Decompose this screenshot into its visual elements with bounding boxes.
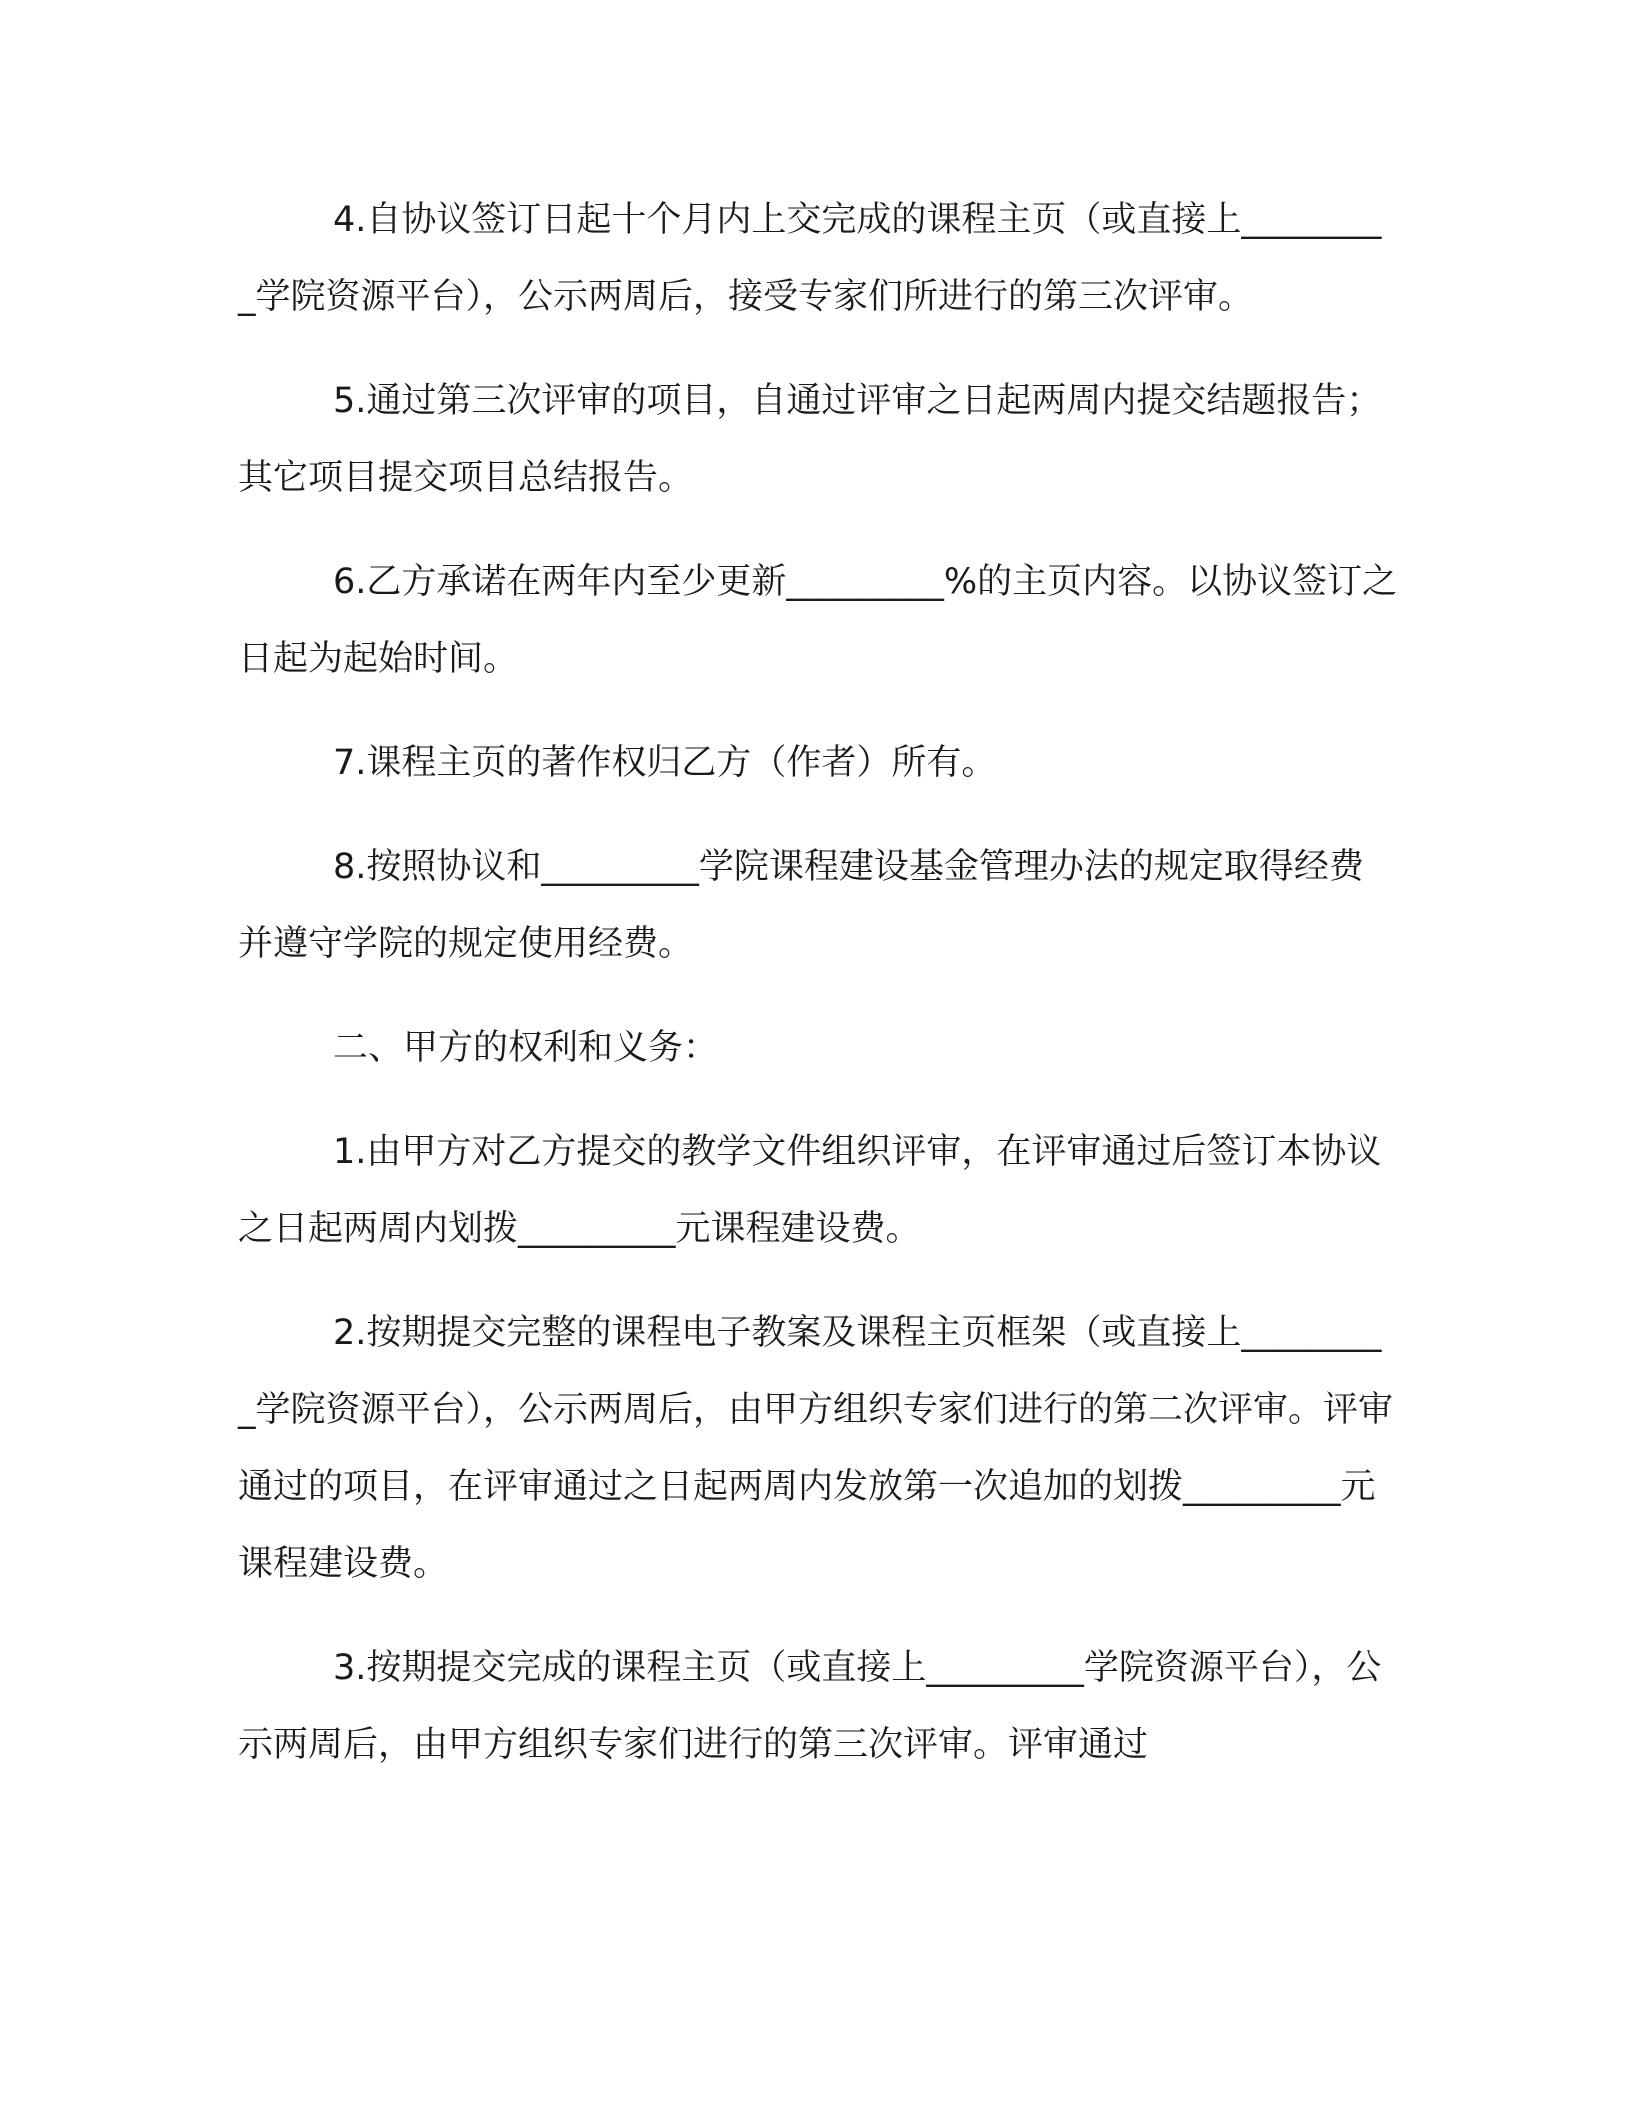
party-a-clause-1-paragraph: 1.由甲方对乙方提交的教学文件组织评审，在评审通过后签订本协议之日起两周内划拨_________元课程建设费。 [238, 1132, 1382, 1249]
clause-7-paragraph: 7.课程主页的著作权归乙方（作者）所有。 [333, 743, 997, 783]
clause-6-paragraph: 6.乙方承诺在两年内至少更新_________%的主页内容。以协议签订之日起为起始时间。 [238, 562, 1398, 679]
document-body [238, 182, 1398, 1811]
party-a-clause-3-paragraph: 3.按期提交完成的课程主页（或直接上_________学院资源平台），公示两周后，由甲方组织专家们进行的第三次评审。评审通过 [238, 1648, 1382, 1765]
clause-4-paragraph: 4.自协议签订日起十个月内上交完成的课程主页（或直接上_________学院资源平台），公示两周后，接受专家们所进行的第三次评审。 [238, 200, 1382, 317]
clause-8-paragraph: 8.按照协议和_________学院课程建设基金管理办法的规定取得经费并遵守学院的规定使用经费。 [238, 847, 1364, 964]
clause-5-paragraph: 5.通过第三次评审的项目，自通过评审之日起两周内提交结题报告；其它项目提交项目总结报告。 [238, 381, 1382, 498]
party-a-clause-2-paragraph: 2.按期提交完整的课程电子教案及课程主页框架（或直接上_________学院资源平台），公示两周后，由甲方组织专家们进行的第二次评审。评审通过的项目，在评审通过之日起两周内发放第一次追加的划拨_________元课程建设费。 [238, 1313, 1394, 1584]
section-two-heading: 二、甲方的权利和义务： [333, 1028, 719, 1068]
